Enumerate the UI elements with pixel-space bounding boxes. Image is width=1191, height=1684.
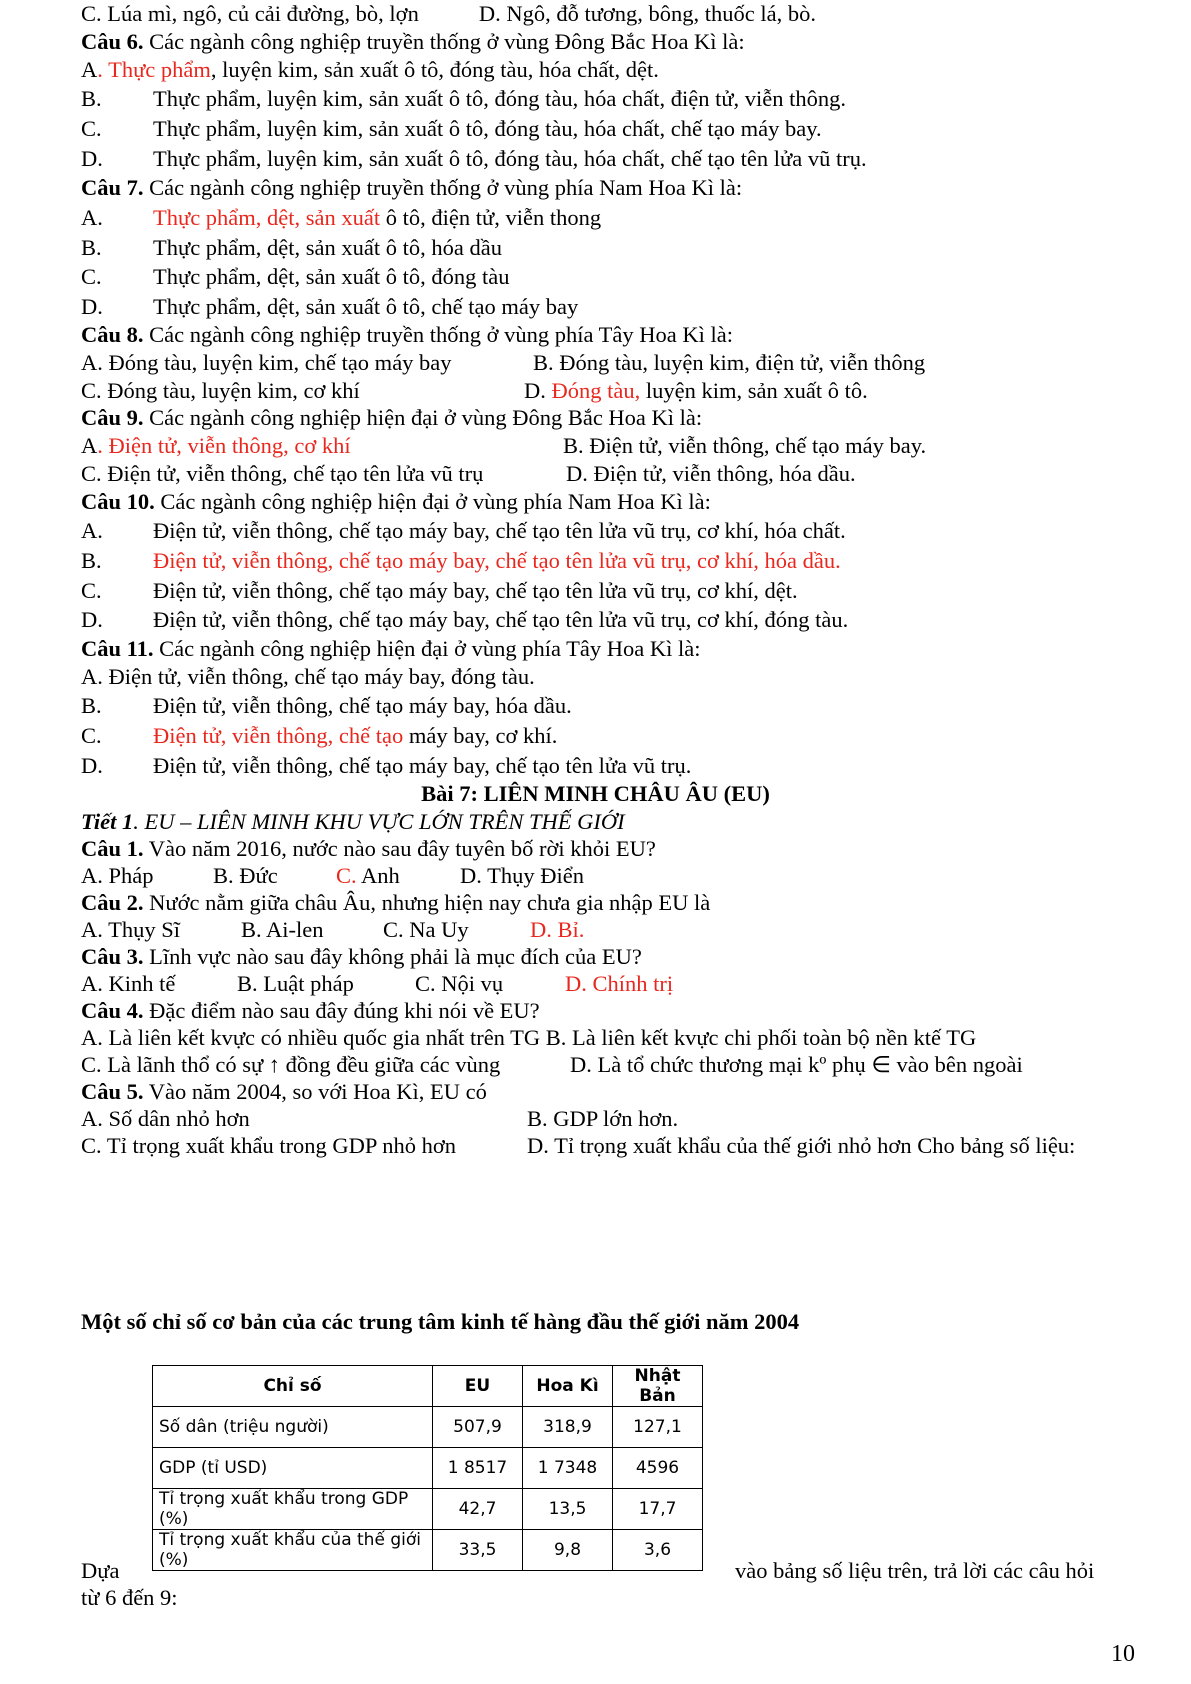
option-text: Thực phẩm, luyện kim, sản xuất ô tô, đóng tàu, hóa chất, chế tạo máy bay. — [153, 116, 822, 141]
question-text: Đặc điểm nào sau đây đúng khi nói về EU? — [143, 998, 540, 1023]
option-b: B. GDP lớn hơn. — [527, 1106, 679, 1131]
question-text: Các ngành công nghiệp truyền thống ở vùng phía Tây Hoa Kì là: — [143, 322, 733, 347]
option-d: D. Điện tử, viễn thông, hóa dầu. — [566, 461, 856, 486]
page-number: 10 — [1111, 1641, 1135, 1667]
question-number: Câu 3. — [81, 944, 144, 969]
question-number: Câu 6. — [81, 29, 144, 54]
option-a — [81, 57, 659, 83]
header-cell: Nhật Bản — [613, 1366, 703, 1407]
option-c: C. Tỉ trọng xuất khẩu trong GDP nhỏ hơn — [81, 1133, 457, 1158]
question-text: Nước nằm giữa châu Âu, nhưng hiện nay chưa gia nhập EU là — [143, 890, 711, 915]
option-label: C. — [81, 578, 102, 603]
option-text: Điện tử, viễn thông, chế tạo máy bay, chế tạo tên lửa vũ trụ. — [153, 753, 692, 778]
option-c: C. Na Uy — [383, 917, 469, 942]
question-number: Câu 7. — [81, 175, 144, 200]
question-1 — [81, 836, 656, 862]
question-number: Câu 5. — [81, 1079, 144, 1104]
option-c: C. Lúa mì, ngô, củ cải đường, bò, lợn — [81, 1, 419, 26]
option-c — [81, 723, 557, 749]
option-b: B. Ai-len — [241, 917, 324, 942]
option-a — [81, 205, 601, 231]
answer-highlight: Thực phẩm, dệt, sản xuất — [153, 205, 381, 230]
data-table — [152, 1365, 703, 1571]
option-text: Thực phẩm, luyện kim, sản xuất ô tô, đóng tàu, hóa chất, điện tử, viễn thông. — [153, 86, 847, 111]
table-cell: 13,5 — [523, 1489, 613, 1530]
table-cell: Tỉ trọng xuất khẩu trong GDP (%) — [153, 1489, 433, 1530]
option-label: C. — [81, 264, 102, 289]
table-cell: GDP (tỉ USD) — [153, 1448, 433, 1489]
option-d: D. Ngô, đỗ tương, bông, thuốc lá, bò. — [478, 1, 817, 26]
table-row — [153, 1448, 703, 1489]
option-b — [81, 693, 572, 719]
question-6 — [81, 29, 745, 55]
question-text: Lĩnh vực nào sau đây không phải là mục đích của EU? — [143, 944, 642, 969]
question-3 — [81, 944, 642, 970]
question-2 — [81, 890, 710, 916]
option-label: D. — [524, 378, 552, 403]
lesson-title-text: Bài 7: LIÊN MINH CHÂU ÂU (EU) — [421, 781, 770, 806]
option-row — [81, 1052, 1023, 1078]
question-text: Các ngành công nghiệp hiện đại ở vùng Đông Bắc Hoa Kì là: — [143, 405, 703, 430]
table-cell: 318,9 — [523, 1407, 613, 1448]
table-cell: 1 7348 — [523, 1448, 613, 1489]
option-a — [81, 664, 535, 690]
option-label: B. — [81, 693, 102, 718]
question-number: Câu 2. — [81, 890, 144, 915]
option-row — [81, 971, 673, 997]
option-label: D. — [81, 607, 103, 632]
question-number: Câu 1. — [81, 836, 144, 861]
question-8 — [81, 322, 733, 348]
option-d — [81, 607, 848, 633]
table-title — [81, 1309, 799, 1335]
instruction-text: vào bảng số liệu trên, trả lời các câu hỏi — [735, 1558, 1095, 1583]
option-label: D. — [81, 294, 103, 319]
option-row — [81, 863, 584, 889]
option-label: D. — [81, 146, 103, 171]
option-text: Thực phẩm, luyện kim, sản xuất ô tô, đóng tàu, hóa chất, chế tạo tên lửa vũ trụ. — [153, 146, 867, 171]
answer-highlight: Đóng tàu, — [551, 378, 641, 403]
table-title-text: Một số chỉ số cơ bản của các trung tâm kinh tế hàng đầu thế giới năm 2004 — [81, 1309, 800, 1334]
option-text: luyện kim, sản xuất ô tô. — [640, 378, 868, 403]
answer-highlight: C. — [336, 863, 357, 888]
option-d: D. Tỉ trọng xuất khẩu của thế giới nhỏ hơn Cho bảng số liệu: — [527, 1133, 1076, 1158]
option-b — [81, 548, 841, 574]
question-5 — [81, 1079, 487, 1105]
option-d — [81, 753, 691, 779]
option-text: Thực phẩm, dệt, sản xuất ô tô, đóng tàu — [153, 264, 510, 289]
option-b: B. Đức — [213, 863, 278, 888]
header-cell: EU — [433, 1366, 523, 1407]
period-heading — [81, 809, 625, 835]
option-a: A. Số dân nhỏ hơn — [81, 1106, 250, 1131]
table-cell: 1 8517 — [433, 1448, 523, 1489]
table-header-row — [153, 1366, 703, 1407]
table-row — [153, 1407, 703, 1448]
option-d — [81, 294, 578, 320]
option-a-b: A. Là liên kết kvực có nhiều quốc gia nhất trên TG B. Là liên kết kvực chi phối toàn bộ nền ktế TG — [81, 1025, 977, 1050]
question-9 — [81, 405, 702, 431]
question-text: Các ngành công nghiệp truyền thống ở vùng phía Nam Hoa Kì là: — [143, 175, 743, 200]
option-b: B. Đóng tàu, luyện kim, điện tử, viễn thông — [533, 350, 926, 375]
option-b — [81, 235, 502, 261]
question-text: Các ngành công nghiệp truyền thống ở vùng Đông Bắc Hoa Kì là: — [143, 29, 745, 54]
option-a — [81, 518, 846, 544]
option-a: A. Kinh tế — [81, 971, 176, 996]
period-label: Tiết 1 — [81, 809, 134, 834]
option-row — [81, 1133, 1075, 1159]
question-number: Câu 11. — [81, 636, 154, 661]
table-cell: 42,7 — [433, 1489, 523, 1530]
option-row — [81, 350, 925, 376]
option-row — [81, 433, 926, 459]
table-cell: 17,7 — [613, 1489, 703, 1530]
option-d — [81, 146, 867, 172]
option-text: Điện tử, viễn thông, chế tạo máy bay, chế tạo tên lửa vũ trụ, cơ khí, dệt. — [153, 578, 798, 603]
header-cell: Chỉ số — [153, 1366, 433, 1407]
period-title: . EU – LIÊN MINH KHU VỰC LỚN TRÊN THẾ GIỚI — [133, 809, 625, 834]
option-label: C. — [81, 116, 102, 141]
option-c — [81, 264, 510, 290]
instruction-text-end: từ 6 đến 9: — [81, 1585, 178, 1610]
option-text: Thực phẩm, dệt, sản xuất ô tô, hóa dầu — [153, 235, 502, 260]
option-text: A. Điện tử, viễn thông, chế tạo máy bay, đóng tàu. — [81, 664, 535, 689]
table-cell: 127,1 — [613, 1407, 703, 1448]
question-10 — [81, 489, 711, 515]
option-d: D. Thụy Điển — [460, 863, 584, 888]
option-row — [81, 1106, 678, 1132]
table-cell: 3,6 — [613, 1530, 703, 1571]
option-c — [81, 578, 798, 604]
answer-highlight: D. Bỉ. — [530, 917, 585, 942]
option-label: A. — [81, 205, 103, 230]
option-label: D. — [81, 753, 103, 778]
table-row — [153, 1489, 703, 1530]
option-b — [81, 86, 846, 112]
question-number: Câu 4. — [81, 998, 144, 1023]
option-a: A. Đóng tàu, luyện kim, chế tạo máy bay — [81, 350, 452, 375]
table-cell: Số dân (triệu người) — [153, 1407, 433, 1448]
lesson-title — [0, 781, 1191, 807]
option-label: B. — [81, 86, 102, 111]
option-d: D. Là tổ chức thương mại kº phụ ∈ vào bên ngoài — [570, 1052, 1023, 1077]
answer-highlight: Điện tử, viễn thông, chế tạo máy bay, chế tạo tên lửa vũ trụ, cơ khí, hóa dầu. — [153, 548, 841, 573]
question-text: Các ngành công nghiệp hiện đại ở vùng phía Nam Hoa Kì là: — [154, 489, 711, 514]
answer-highlight: . Điện tử, viễn thông, cơ khí — [97, 433, 351, 458]
option-label: A — [81, 57, 98, 82]
option-a: A. Pháp — [81, 863, 154, 888]
option-text: Điện tử, viễn thông, chế tạo máy bay, chế tạo tên lửa vũ trụ, cơ khí, hóa chất. — [153, 518, 846, 543]
table-cell: 33,5 — [433, 1530, 523, 1571]
option-b: B. Điện tử, viễn thông, chế tạo máy bay. — [563, 433, 927, 458]
option-label: A. — [81, 518, 103, 543]
option-row — [81, 1, 816, 27]
question-4 — [81, 998, 540, 1024]
table-cell: 507,9 — [433, 1407, 523, 1448]
option-label: B. — [81, 548, 102, 573]
option-c: C. Là lãnh thổ có sự ↑ đồng đều giữa các vùng — [81, 1052, 501, 1077]
option-text: ô tô, điện tử, viễn thong — [380, 205, 602, 230]
option-label: C. — [81, 723, 102, 748]
question-number: Câu 8. — [81, 322, 144, 347]
option-label: B. — [81, 235, 102, 260]
option-b: B. Luật pháp — [237, 971, 354, 996]
option-text: Điện tử, viễn thông, chế tạo máy bay, hóa dầu. — [153, 693, 572, 718]
option-text: Thực phẩm, dệt, sản xuất ô tô, chế tạo máy bay — [153, 294, 579, 319]
question-number: Câu 9. — [81, 405, 144, 430]
option-text: , luyện kim, sản xuất ô tô, đóng tàu, hóa chất, dệt. — [210, 57, 659, 82]
table-cell: Tỉ trọng xuất khẩu của thế giới (%) — [153, 1530, 433, 1571]
option-row — [81, 378, 868, 404]
question-text: Các ngành công nghiệp hiện đại ở vùng phía Tây Hoa Kì là: — [153, 636, 701, 661]
option-text: máy bay, cơ khí. — [403, 723, 558, 748]
table-cell: 9,8 — [523, 1530, 613, 1571]
instruction-text-start: Dựa — [81, 1558, 120, 1583]
question-number: Câu 10. — [81, 489, 155, 514]
option-label: A — [81, 433, 98, 458]
question-11 — [81, 636, 701, 662]
option-a: A. Thụy Sĩ — [81, 917, 180, 942]
option-c: Anh — [356, 863, 400, 888]
question-text: Vào năm 2004, so với Hoa Kì, EU có — [143, 1079, 487, 1104]
option-row — [81, 461, 856, 487]
option-row — [81, 1025, 976, 1051]
header-cell: Hoa Kì — [523, 1366, 613, 1407]
option-c: C. Nội vụ — [415, 971, 504, 996]
option-row — [81, 917, 584, 943]
answer-highlight: D. Chính trị — [565, 971, 674, 996]
option-c: C. Điện tử, viễn thông, chế tạo tên lửa vũ trụ — [81, 461, 484, 486]
table-cell: 4596 — [613, 1448, 703, 1489]
option-c — [81, 116, 822, 142]
answer-highlight: Điện tử, viễn thông, chế tạo — [153, 723, 404, 748]
answer-highlight: . Thực phẩm — [97, 57, 211, 82]
question-text: Vào năm 2016, nước nào sau đây tuyên bố rời khỏi EU? — [143, 836, 656, 861]
option-text: Điện tử, viễn thông, chế tạo máy bay, chế tạo tên lửa vũ trụ, cơ khí, đóng tàu. — [153, 607, 849, 632]
option-c: C. Đóng tàu, luyện kim, cơ khí — [81, 378, 360, 403]
question-7 — [81, 175, 742, 201]
table-row — [153, 1530, 703, 1571]
